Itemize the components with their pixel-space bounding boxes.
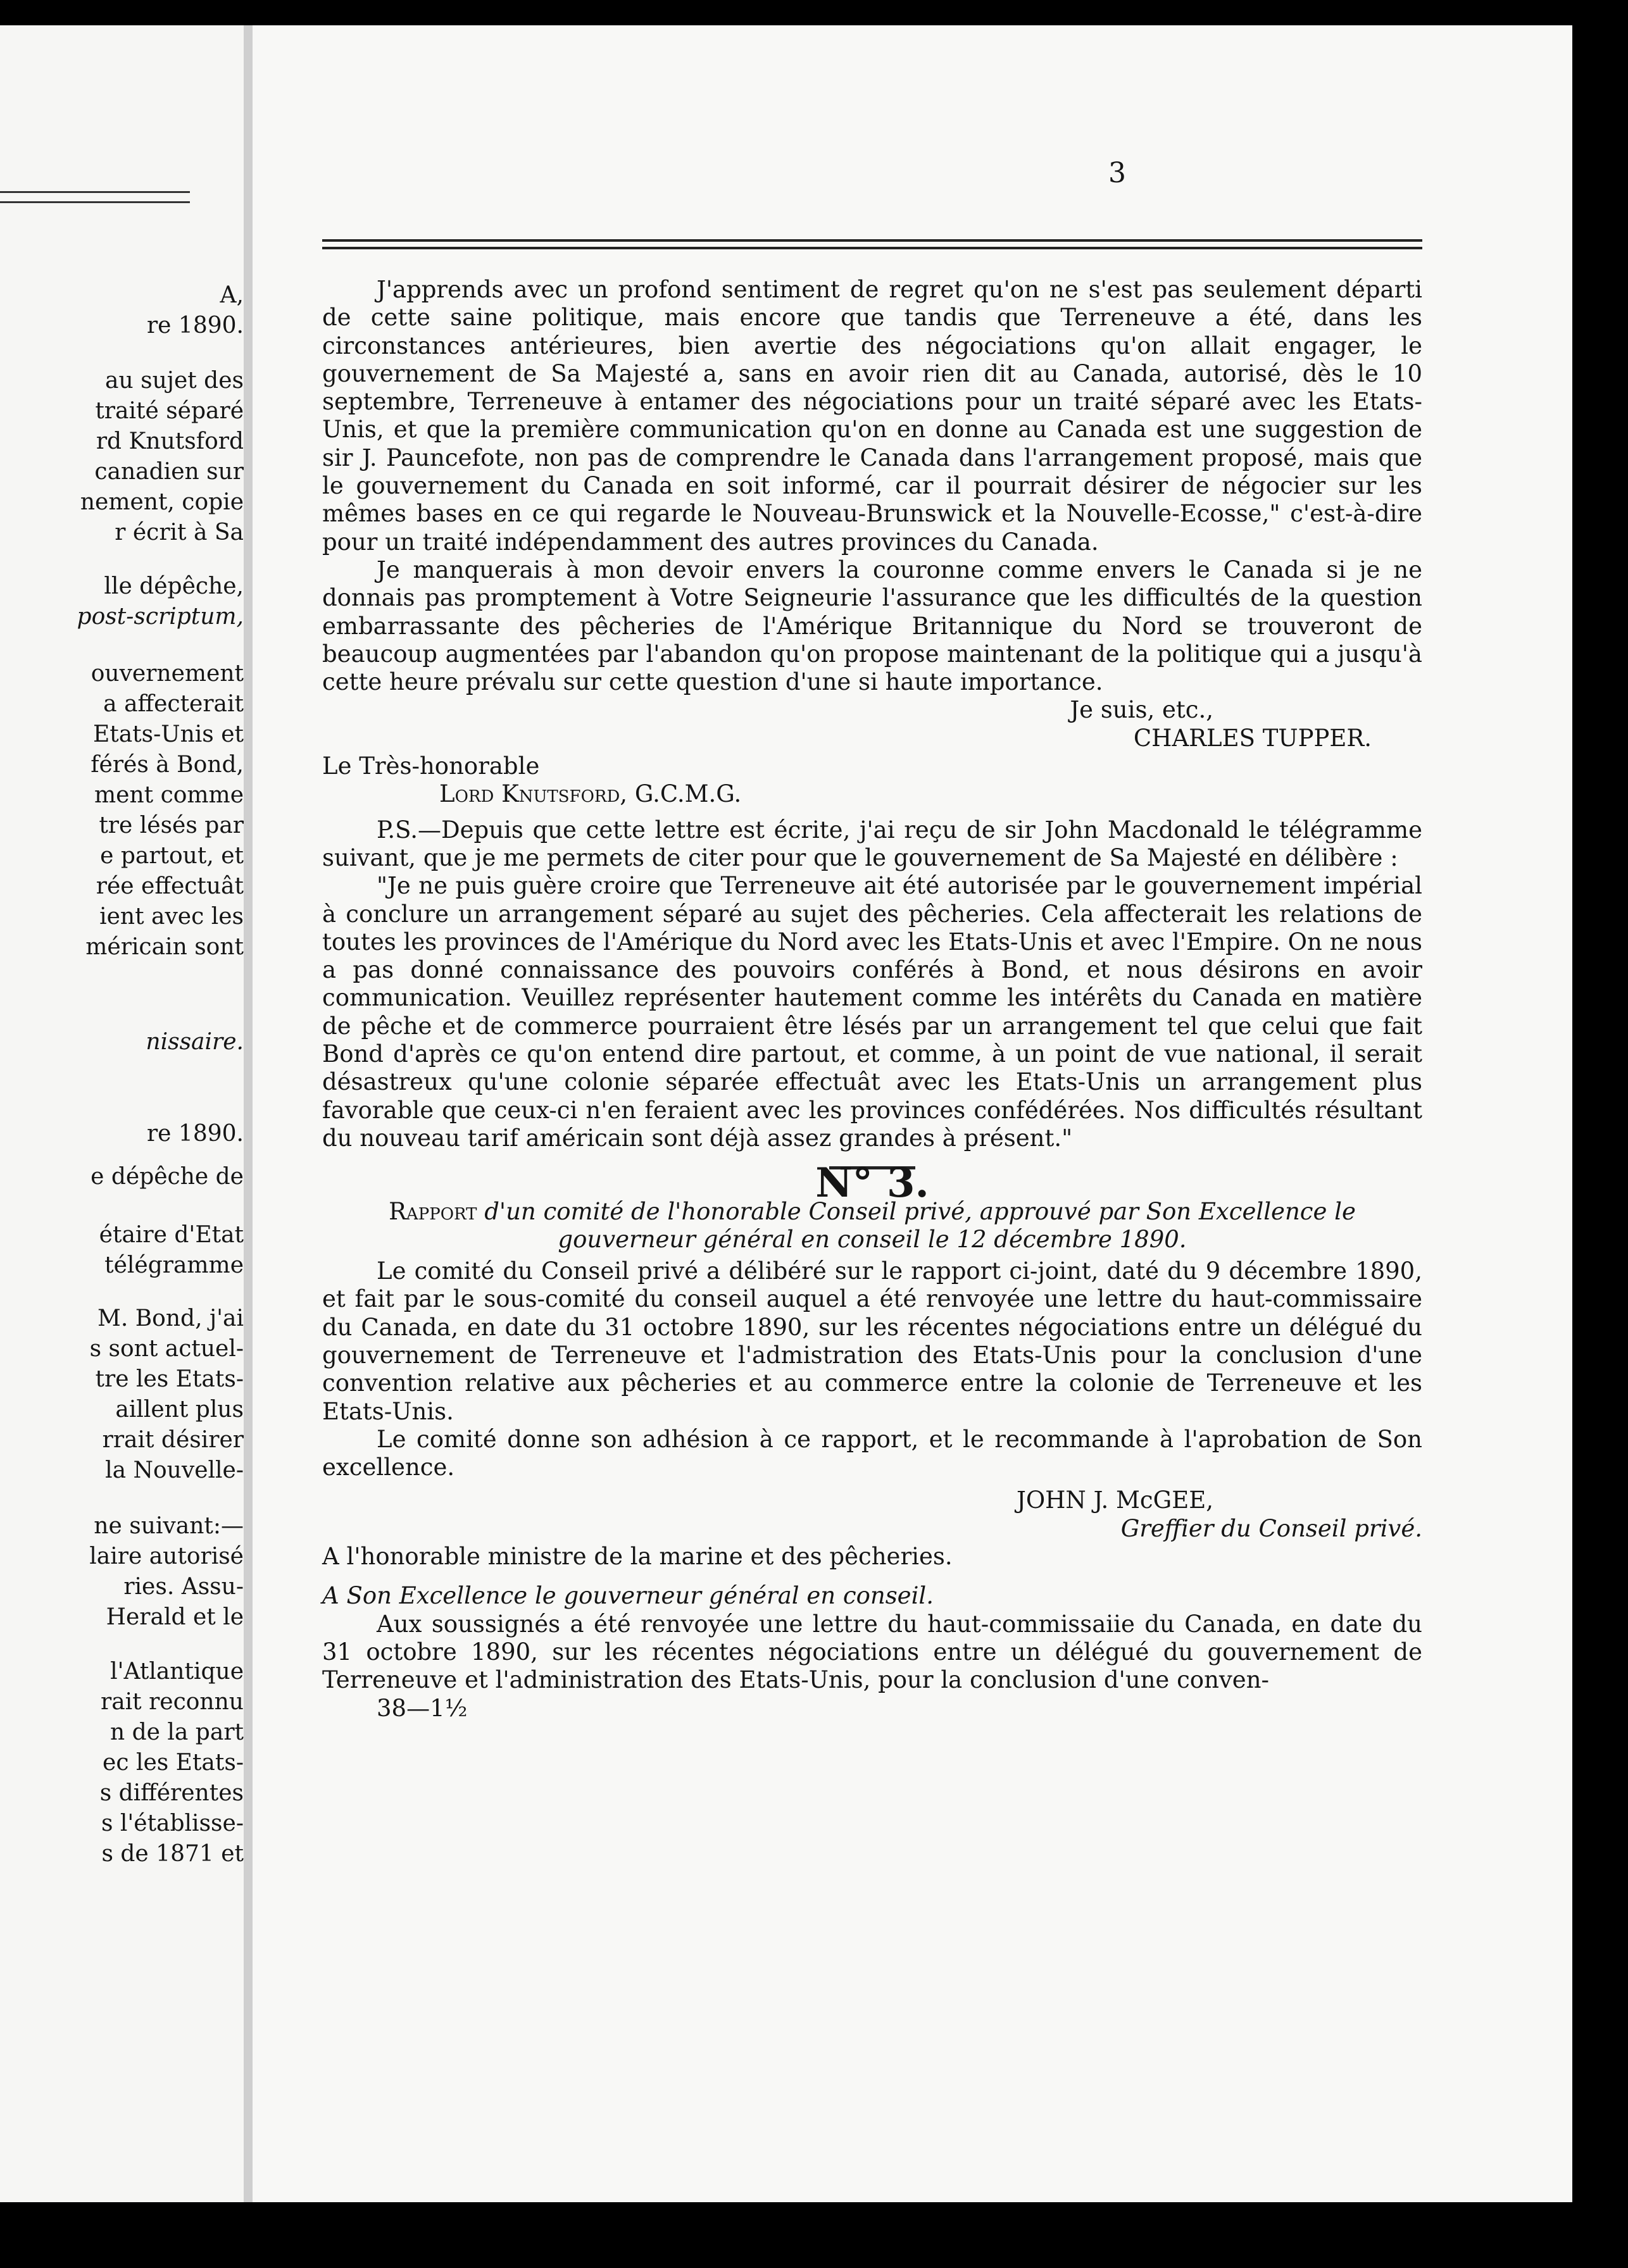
left-page-line: Herald et le (106, 1604, 244, 1630)
postscript: P.S.—Depuis que cette lettre est écrite, j'ai reçu de sir John Macdonald le télégramme suivant, que je me permets de citer pour que le gouvernement de Sa Majesté en délibère : (322, 816, 1422, 871)
page-gutter (244, 25, 253, 2202)
left-page-line: post-scriptum, (77, 604, 244, 630)
left-page-line: ient avec les (99, 904, 244, 930)
left-page-line: n de la part (110, 1719, 244, 1745)
left-page-line: tre les Etats- (95, 1366, 244, 1392)
telegram-quote: "Je ne puis guère croire que Terreneuve ait été autorisée par le gouvernement impérial à conclure un arrangement séparé au sujet des pêcheries. Cela affecterait les relations de toutes les provinces de l'Amérique du Nord avec les Etats-Unis et avec l'Empire. On ne nous a pas donné connaissance des pouvoirs conférés à Bond, et nous désirons en avoir communication. Veuillez représenter hautement comme les intérêts du Canada en matière de pêche et de commerce pourraient être lésés par un arrangement tel que celui que fait Bond d'après ce qu'on entend dire partout, et comme, à un point de vue national, il serait désastreux qu'une colonie séparée effectuât avec les Etats-Unis un arrangement plus favorable que ceux-ci n'en feraient avec les provinces confédérées. Nos difficultés résultant du nouveau tarif américain sont déjà assez grandes à présent." (322, 872, 1422, 1152)
report-paragraph-3: Aux soussignés a été renvoyée une lettre du haut-commissaiie du Canada, en date du 31 octobre 1890, sur les récentes négociations entre un délégué du gouvernement de Terreneuve et l'administration des Etats-Unis, pour la conclusion d'une conven- (322, 1610, 1422, 1694)
report-paragraph-2: Le comité donne son adhésion à ce rapport, et le recommande à l'aprobation de Son excellence. (322, 1425, 1422, 1481)
left-page-line: au sujet des (105, 368, 244, 394)
left-page-line: la Nouvelle- (105, 1457, 244, 1483)
left-page-line: Etats-Unis et (92, 721, 244, 747)
left-page-line: rd Knutsford (96, 428, 244, 454)
left-page-line: férés à Bond, (91, 752, 244, 778)
left-page-line: tre lésés par (99, 813, 244, 838)
left-page-line: re 1890. (146, 1121, 244, 1147)
left-page-line: lle dépêche, (104, 573, 244, 599)
left-page-line: ne suivant:— (94, 1513, 244, 1539)
left-page-line: r écrit à Sa (115, 520, 244, 545)
page-body (322, 276, 1422, 1723)
recipient-excellence: A Son Excellence le gouverneur général en conseil. (322, 1582, 934, 1610)
left-page-line: s différentes (99, 1780, 244, 1806)
letter-paragraph-1: J'apprends avec un profond sentiment de regret qu'on ne s'est pas seulement départi de cette saine politique, mais encore que tandis que Terreneuve a été, dans les circonstances antérieures, bien avertie des négociations qu'on allait engager, le gouvernement de Sa Majesté a, sans en avoir rien dit au Canada, autorisé, dès le 10 septembre, Terreneuve à entamer des négociations pour un traité séparé avec les Etats-Unis, et que la première communication qu'on en donne au Canada est une suggestion de sir J. Pauncefote, non pas de comprendre le Canada dans l'arrangement proposé, mais que le gouvernement du Canada en soit informé, car il pourrait désirer de négocier sur les mêmes bases en ce qui regarde le Nouveau-Brunswick et la Nouvelle-Ecosse," c'est-à-dire pour un traité indépendamment des autres provinces du Canada. (322, 276, 1422, 556)
left-page-line: ec les Etats- (103, 1750, 244, 1776)
addressee-line-2: Lord Knutsford, G.C.M.G. (439, 780, 742, 808)
letter-closing: Je suis, etc., (1070, 696, 1213, 724)
left-page-line: rait reconnu (100, 1689, 244, 1715)
left-page-line: rée effectuât (96, 873, 244, 899)
left-page-line: e partout, et (100, 843, 244, 869)
left-page-line: s l'établisse- (101, 1810, 244, 1836)
left-page-line: l'Atlantique (110, 1659, 244, 1685)
report-title-lead: Rapport (389, 1197, 477, 1225)
left-page-line: rrait désirer (102, 1427, 244, 1453)
left-page-line: canadien sur (94, 459, 244, 485)
left-page-line: nement, copie (80, 489, 244, 515)
left-page-line: e dépêche de (91, 1164, 244, 1190)
left-page-line: aillent plus (115, 1397, 244, 1423)
addressee-line-1: Le Très-honorable (322, 752, 540, 780)
letter-paragraph-2: Je manquerais à mon devoir envers la couronne comme envers le Canada si je ne donnais pas promptement à Votre Seigneurie l'assurance que les difficultés de la question embarrassante des pêcheries de l'Amérique Britannique du Nord se trouveront de beaucoup augmentées par l'abandon qu'on propose maintenant de la politique qui a jusqu'à cette heure prévalu sur cette question d'une si haute importance. (322, 556, 1422, 696)
left-page-line: M. Bond, j'ai (97, 1305, 244, 1331)
section-heading: N° 3. (815, 1159, 929, 1207)
letter-signature: CHARLES TUPPER. (1133, 724, 1372, 752)
document-page (253, 25, 1572, 2202)
report-title (322, 1198, 1422, 1254)
clerk-signature: JOHN J. McGEE, (1017, 1486, 1213, 1514)
left-page-line: télégramme (104, 1252, 244, 1278)
report-paragraph-1: Le comité du Conseil privé a délibéré sur le rapport ci-joint, daté du 9 décembre 1890, et fait par le sous-comité du conseil auquel a été renvoyée une lettre du haut-commissaire du Canada, en date du 31 octobre 1890, sur les récentes négociations entre un délégué du gouvernement de Terreneuve et l'admistration des Etats-Unis pour la conclusion d'une convention relative aux pêcheries et au commerce entre la colonie de Terreneuve et les Etats-Unis. (322, 1257, 1422, 1425)
left-page-line: s sont actuel- (89, 1336, 244, 1362)
left-page-rule (0, 191, 190, 193)
left-page-line: laire autorisé (89, 1543, 244, 1569)
page-number: 3 (1108, 157, 1126, 189)
left-page-line: nissaire. (146, 1029, 244, 1055)
left-page-line: s de 1871 et (101, 1841, 244, 1867)
left-page-fragment (0, 25, 244, 2202)
recipient-minister: A l'honorable ministre de la marine et des pêcheries. (322, 1543, 953, 1571)
header-double-rule (322, 239, 1422, 254)
left-page-line: étaire d'Etat (99, 1222, 244, 1248)
signature-mark: 38—1½ (377, 1694, 468, 1722)
left-page-line: re 1890. (146, 313, 244, 339)
left-page-line: traité séparé (95, 398, 244, 424)
report-title-rest: d'un comité de l'honorable Conseil privé, approuvé par Son Excellence le gouverneur général en conseil le 12 décembre 1890. (484, 1197, 1356, 1253)
left-page-line: ment comme (94, 782, 244, 808)
left-page-line: méricain sont (85, 934, 244, 960)
left-page-line: ouvernement (91, 661, 244, 687)
left-page-line: ries. Assu- (123, 1574, 244, 1600)
left-page-rule (0, 201, 190, 203)
left-page-line: a affecterait (103, 691, 244, 717)
clerk-title: Greffier du Conseil privé. (1120, 1514, 1422, 1542)
left-page-line: A, (220, 282, 244, 308)
